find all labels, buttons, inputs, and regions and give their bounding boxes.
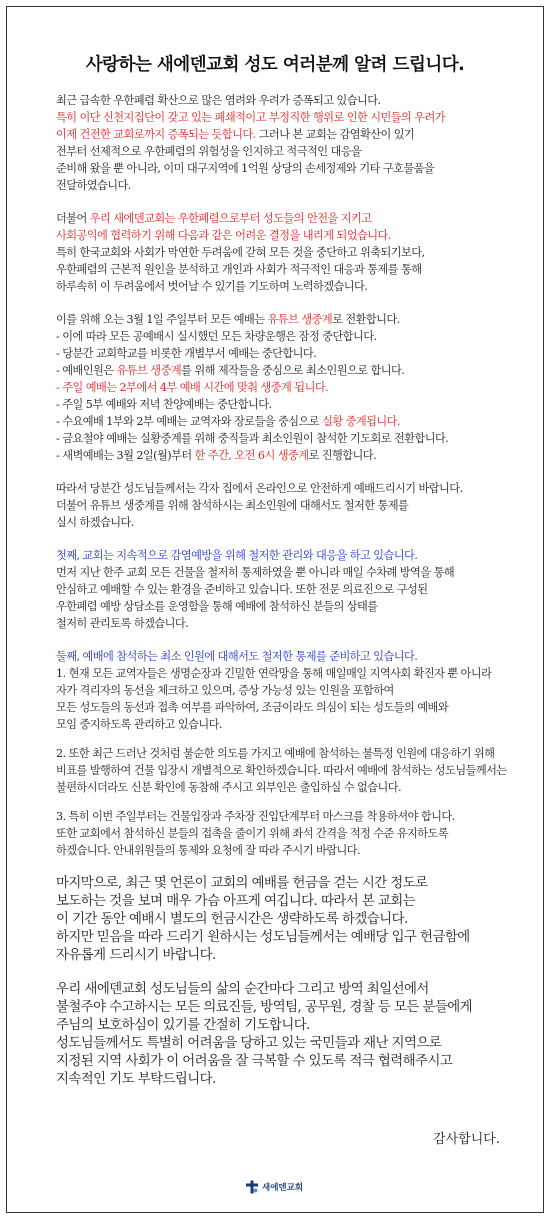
highlight-text: 실황 중계됩니다. bbox=[322, 415, 400, 428]
list-item bbox=[56, 362, 526, 379]
text-line: 전달하였습니다. bbox=[56, 179, 131, 192]
text-line: 모임 중지하도록 관리하고 있습니다. bbox=[56, 718, 222, 731]
plain-text: 그러나 본 교회는 감염확산이 있기 bbox=[255, 128, 415, 141]
letter-title: 사랑하는 새에덴교회 성도 여러분께 알려 드립니다. bbox=[85, 55, 465, 75]
church-logo bbox=[245, 1180, 303, 1194]
text-line: 지정된 지역 사회가 이 어려움을 잘 극복할 수 있도록 적극 협력해주시고 bbox=[56, 1054, 453, 1069]
text-line: 불편하시더라도 신분 확인에 동참해 주시고 외부인은 출입하실 수 없습니다. bbox=[56, 781, 402, 794]
text-line: 1. 현재 모든 교역자들은 생명순장과 긴밀한 연락망을 통해 매일매일 지역사회 확진자 뿐 아니라 bbox=[56, 667, 492, 680]
highlight-line: 사회공익에 협력하기 위해 다음과 같은 어려운 결정을 내리게 되었습니다. bbox=[56, 229, 391, 242]
plain-text: 더불어 bbox=[56, 212, 90, 225]
text-line: 보도하는 것을 보며 매우 가슴 아프게 여깁니다. 따라서 본 교회는 bbox=[56, 894, 416, 909]
second-section bbox=[56, 648, 526, 859]
plain-text: - 수요예배 1부와 2부 예배는 교역자와 장로들을 중심으로 bbox=[56, 415, 323, 428]
text-line: 3. 특히 이번 주일부터는 건물입장과 주차장 진입단계부터 마스크를 착용하셔야 합니다. bbox=[56, 810, 455, 823]
text-line: 성도님들께서도 특별히 어려움을 당하고 있는 국민들과 재난 지역으로 bbox=[56, 1036, 442, 1051]
letter-body bbox=[56, 92, 526, 1089]
request-paragraph bbox=[56, 480, 526, 531]
text-line: 더불어 유튜브 생중계를 위해 참석하시는 최소인원에 대해서도 철저한 통제를 bbox=[56, 499, 409, 512]
list-item: - 주일 예배는 2부에서 4부 예배 시간에 맞춰 생중계 됩니다. bbox=[56, 381, 329, 394]
text-line: 자가 격리자의 동선을 체크하고 있으며, 증상 가능성 있는 인원을 포함하여 bbox=[56, 684, 394, 697]
measures-list bbox=[56, 311, 526, 464]
text-line: 철저히 관리토록 하겠습니다. bbox=[56, 617, 189, 630]
text-line bbox=[56, 126, 526, 143]
text-line: 2. 또한 최근 드러난 것처럼 불순한 의도를 가지고 예배에 참석하는 불특정 인원에 대응하기 위해 bbox=[56, 747, 495, 760]
text-line: 하지만 믿음을 따라 드리기 원하시는 성도님들께서는 예배당 입구 헌금함에 bbox=[56, 930, 470, 945]
prayer-paragraph bbox=[56, 981, 526, 1089]
plain-text: - 예배인원은 bbox=[56, 364, 117, 377]
text-line: 안심하고 예배할 수 있는 환경을 준비하고 있습니다. 또한 전문 의료진으로 구성된 bbox=[56, 583, 428, 596]
decision-paragraph bbox=[56, 210, 526, 295]
first-section bbox=[56, 547, 526, 632]
section-heading: 첫째, 교회는 지속적으로 감염예방을 위해 철저한 관리와 대응을 하고 있습니다. bbox=[56, 549, 418, 562]
section-heading: 둘째, 예배에 참석하는 최소 인원에 대해서도 철저한 통제를 준비하고 있습니다. bbox=[56, 650, 418, 663]
text-line: 준비해 왔을 뿐 아니라, 이미 대구지역에 1억원 상당의 손세정제와 기타 구호물품을 bbox=[56, 162, 435, 175]
logo-text: 새에덴교회 bbox=[262, 1183, 304, 1193]
text-line: 우한폐렴 예방 상담소를 운영함을 통해 예배에 참석하신 분들의 상태를 bbox=[56, 600, 378, 613]
plain-text: 이를 위해 오는 3월 1일 주일부터 모든 예배는 bbox=[56, 313, 268, 326]
text-line: 비표를 발행하여 건물 입장시 개별적으로 확인하겠습니다. 따라서 예배에 참석하는 성도님들께서는 bbox=[56, 764, 507, 777]
text-line: 따라서 당분간 성도님들께서는 각자 집에서 온라인으로 안전하게 예배드리시기 바랍니다. bbox=[56, 482, 463, 495]
list-item bbox=[56, 447, 526, 464]
text-line: 하겠습니다. 안내위원들의 통제와 요청에 잘 따라 주시기 바랍니다. bbox=[56, 844, 360, 857]
closing-paragraph bbox=[56, 875, 526, 965]
text-line: 이 기간 동안 예배시 별도의 헌금시간은 생략하도록 하겠습니다. bbox=[56, 912, 408, 927]
signoff-text: 감사합니다. bbox=[433, 1132, 500, 1147]
highlight-text: 유튜브 생중계 bbox=[116, 364, 182, 377]
list-item: - 이에 따라 모든 공예배시 실시했던 모든 차량운행은 잠정 중단합니다. bbox=[56, 330, 377, 343]
text-line: 또한 교회에서 참석하신 분들의 접촉을 줄이기 위해 좌석 간격을 적정 수준 유지하도록 bbox=[56, 827, 449, 840]
text-line: 전부터 선제적으로 우한폐렴의 위험성을 인지하고 적극적인 대응을 bbox=[56, 145, 362, 158]
highlight-text: 이제 건전한 교회로까지 증폭되는 듯합니다. bbox=[56, 128, 256, 141]
highlight-line: 특히 이단 신천지집단이 갖고 있는 폐쇄적이고 부정직한 행위로 인한 시민들의 우려가 bbox=[56, 111, 446, 124]
list-item bbox=[56, 413, 526, 430]
text-line: 우한폐렴의 근본적 원인을 분석하고 개인과 사회가 적극적인 대응과 통제를 통해 bbox=[56, 263, 422, 276]
text-line bbox=[56, 210, 526, 227]
plain-text: 로 진행합니다. bbox=[308, 449, 377, 462]
text-line: 우리 새에덴교회 성도님들의 삶의 순간마다 그리고 방역 최일선에서 bbox=[56, 982, 429, 997]
intro-paragraph bbox=[56, 92, 526, 194]
list-item: - 금요철야 예배는 실황중계를 위해 중직들과 최소인원이 참석한 기도회로 전환합니다. bbox=[56, 432, 449, 445]
plain-text: 를 위해 제작들을 중심으로 최소인원으로 합니다. bbox=[181, 364, 405, 377]
text-line bbox=[56, 311, 526, 328]
text-line: 지속적인 기도 부탁드립니다. bbox=[56, 1072, 216, 1087]
text-line: 하루속히 이 두려움에서 벗어날 수 있기를 기도하며 노력하겠습니다. bbox=[56, 280, 368, 293]
plain-text: - 새벽예배는 3월 2일(월)부터 bbox=[56, 449, 195, 462]
text-line: 모든 성도들의 동선과 접촉 여부를 파악하여, 조금이라도 의심이 되는 성도들의 예배와 bbox=[56, 701, 449, 714]
highlight-text: 우리 새에덴교회는 우한폐렴으로부터 성도들의 안전을 지키고 bbox=[89, 212, 372, 225]
plain-text: 로 전환합니다. bbox=[332, 313, 400, 326]
highlight-text: 유튜브 생중계 bbox=[267, 313, 333, 326]
text-line: 마지막으로, 최근 몇 언론이 교회의 예배를 헌금을 걷는 시간 정도로 bbox=[56, 876, 428, 891]
text-line: 불철주야 수고하시는 모든 의료진들, 방역팀, 공무원, 경찰 등 모든 분들에게 bbox=[56, 1000, 473, 1015]
text-line: 실시 하겠습니다. bbox=[56, 516, 134, 529]
list-item: - 당분간 교회학교를 비롯한 개별부서 예배는 중단합니다. bbox=[56, 347, 317, 360]
text-line: 주님의 보호하심이 있기를 간절히 기도합니다. bbox=[56, 1018, 310, 1033]
cross-icon bbox=[245, 1180, 259, 1194]
text-line: 특히 한국교회와 사회가 막연한 두려움에 갇혀 모든 것을 중단하고 위축되기보다, bbox=[56, 246, 425, 259]
text-line: 먼저 지난 한주 교회 모든 건물을 철저히 통제하였을 뿐 아니라 매일 수차례 방역을 통해 bbox=[56, 566, 455, 579]
text-line: 최근 급속한 우한폐렴 확산으로 많은 염려와 우려가 증폭되고 있습니다. bbox=[56, 94, 381, 107]
highlight-text: 한 주간, 오전 6시 생중계 bbox=[194, 449, 309, 462]
text-line: 자유롭게 드리시기 바랍니다. bbox=[56, 948, 216, 963]
list-item: - 주일 5부 예배와 저녁 찬양예배는 중단합니다. bbox=[56, 398, 272, 411]
